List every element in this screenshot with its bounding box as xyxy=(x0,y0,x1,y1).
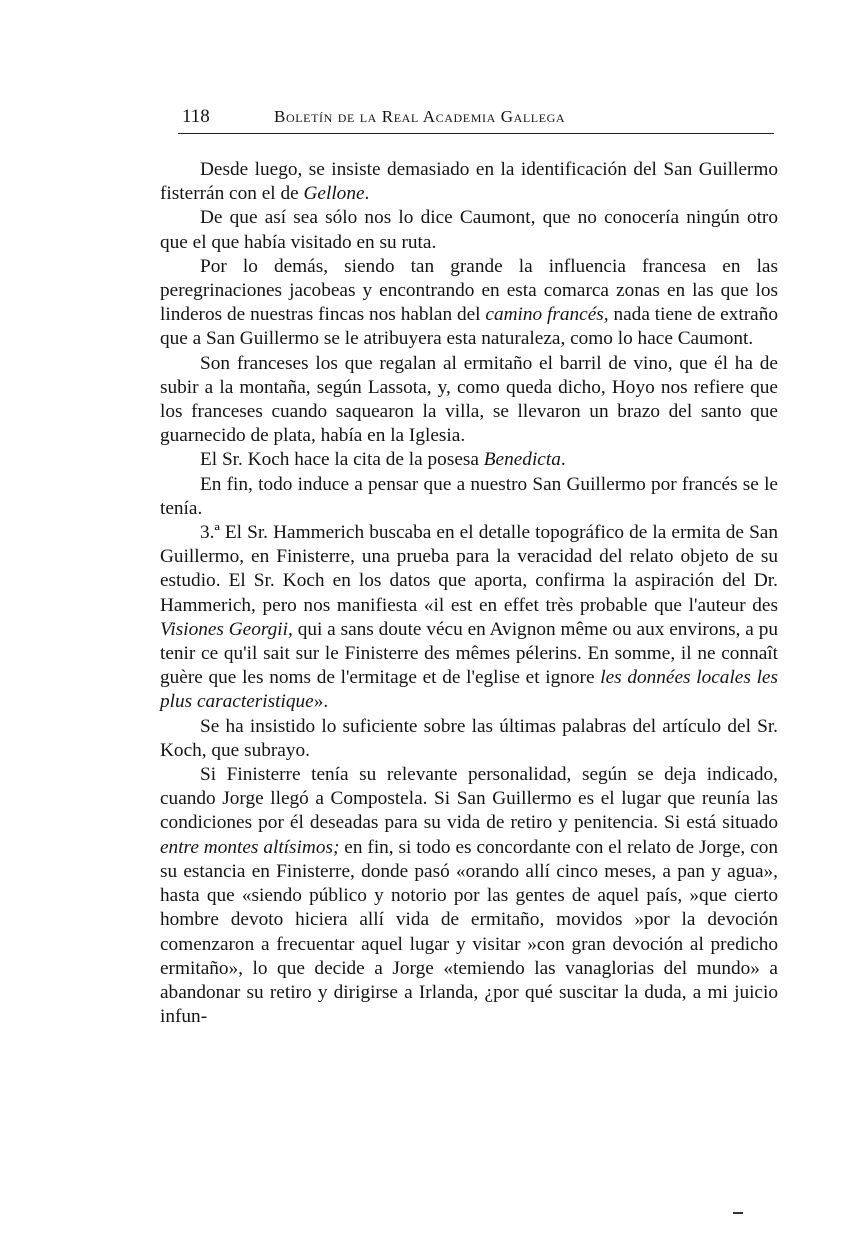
running-header xyxy=(178,103,774,134)
paragraph: Se ha insistido lo suficiente sobre las últimas palabras del artículo del Sr. Koch, que subrayo. xyxy=(160,715,778,761)
paragraph: Si Finisterre tenía su relevante personalidad, según se deja indicado, cuando Jorge llegó a Compostela. Si San Guillermo es el lugar que reunía las condiciones por él deseadas para su vida de retiro y penitencia. Si está situado entre montes altísimos; en fin, si todo es concordante con el relato de Jorge, con su estancia en Finisterre, donde pasó «orando allí cinco meses, a pan y agua», hasta que «siendo público y notorio por las gentes de aquel país, »que cierto hombre devoto hiciera allí vida de ermitaño, movidos »por la devoción comenzaron a frecuentar aquel lugar y visitar »con gran devoción al predicho ermitaño», lo que decide a Jorge «temiendo las vanaglorias del mundo» a abandonar su retiro y dirigirse a Irlanda, ¿por qué suscitar la duda, a mi juicio infun- xyxy=(160,764,778,1028)
paragraph: En fin, todo induce a pensar que a nuestro San Guillermo por francés se le tenía. xyxy=(160,473,778,519)
page-number: 118 xyxy=(182,106,210,127)
paragraph: De que así sea sólo nos lo dice Caumont, que no conocería ningún otro que el que había visitado en su ruta. xyxy=(160,207,778,253)
page-mark xyxy=(733,1212,743,1214)
paragraph: 3.ª El Sr. Hammerich buscaba en el detalle topográfico de la ermita de San Guillermo, en Finisterre, una prueba para la veracidad del relato objeto de su estudio. El Sr. Koch en los datos que aporta, confirma la aspiración del Dr. Hammerich, pero nos manifiesta «il est en effet très probable que l'auteur des Visiones Georgii, qui a sans doute vécu en Avignon même ou aux environs, a pu tenir ce qu'il sait sur le Finisterre des mêmes pélerins. En somme, il ne connaît guère que les noms de l'ermitage et de l'eglise et ignore les données locales les plus caracteristique». xyxy=(160,522,779,713)
paragraph: El Sr. Koch hace la cita de la posesa Benedicta. xyxy=(200,449,566,471)
paragraph: Por lo demás, siendo tan grande la influencia francesa en las peregrinaciones jacobeas y encontrando en esta comarca zonas en las que los linderos de nuestras fincas nos hablan del camino francés, nada tiene de extraño que a San Guillermo se le atribuyera esta naturaleza, como lo hace Caumont. xyxy=(160,255,778,350)
body-text xyxy=(160,158,778,1029)
paragraph: Son franceses los que regalan al ermitaño el barril de vino, que él ha de subir a la montaña, según Lassota, y, como queda dicho, Hoyo nos refiere que los franceses cuando saquearon la villa, se llevaron un brazo del santo que guarnecido de plata, había en la Iglesia. xyxy=(160,352,778,447)
paragraph: Desde luego, se insiste demasiado en la identificación del San Guillermo fisterrán con el de Gellone. xyxy=(160,159,778,205)
running-head-title: Boletín de la Real Academia Gallega xyxy=(274,107,566,126)
